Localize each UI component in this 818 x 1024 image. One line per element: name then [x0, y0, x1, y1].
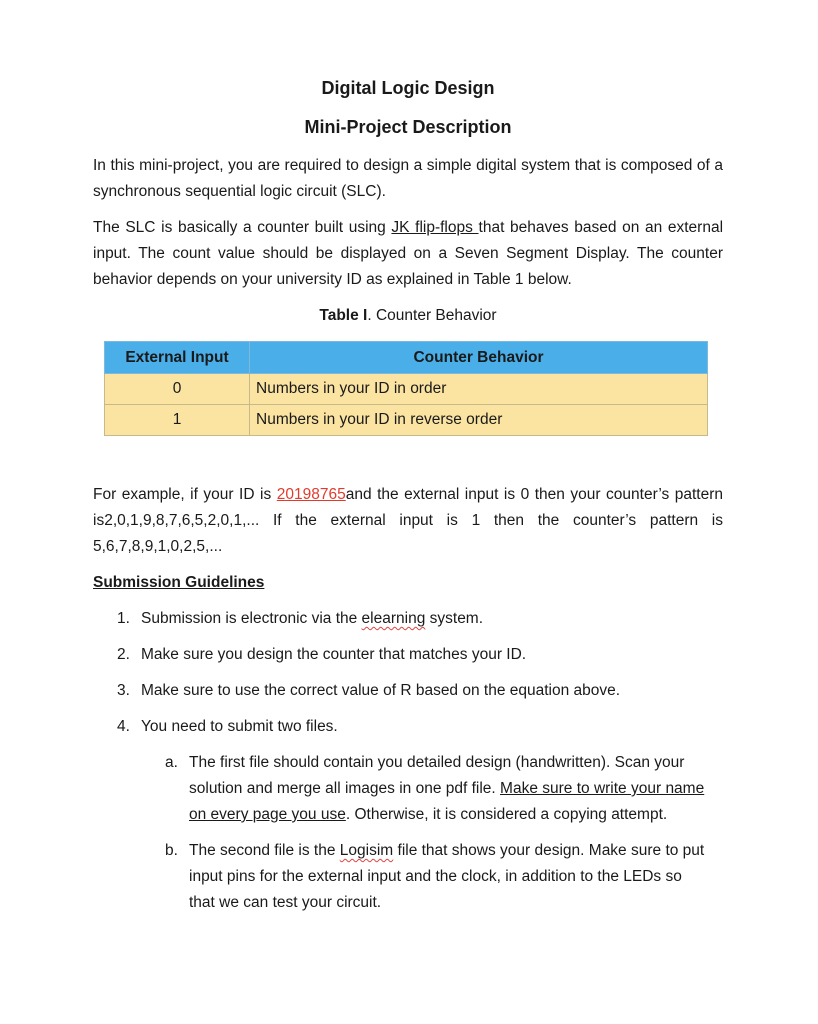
- list-item: [117, 678, 723, 704]
- item-number: 4.: [117, 718, 130, 735]
- sub-item-text: [189, 838, 705, 916]
- row-behavior: Numbers in your ID in order: [250, 374, 708, 405]
- header-counter-behavior: Counter Behavior: [250, 342, 708, 374]
- intro-paragraph: In this mini-project, you are required to design a simple digital system that is composed of a synchronous sequential logic circuit (SLC).: [93, 157, 723, 200]
- list-item: [165, 838, 705, 916]
- sub-item-letter: b.: [165, 842, 178, 859]
- slc-text-before: The SLC is basically a counter built using: [93, 219, 392, 236]
- guidelines-list: [93, 606, 723, 740]
- item-text: You need to submit two files.: [141, 718, 338, 735]
- elearning-word: elearning: [361, 610, 426, 627]
- example-text-after: and the external input is 0 then your counter’s pattern is2,0,1,9,8,7,6,5,2,0,1,... If the external input is 1 then the counter’s pattern is 5,6,7,8,9,1,0,2,5,...: [93, 486, 724, 555]
- sub-item-text: [189, 750, 705, 828]
- example-id: 20198765: [276, 486, 346, 503]
- sub-item-letter: a.: [165, 754, 178, 771]
- item-text: Make sure to use the correct value of R based on the equation above.: [141, 682, 621, 699]
- suba-before: The first file should contain you detailed design (handwritten). Scan your solution and merge all images in one pdf file.: [189, 754, 685, 797]
- table-caption: [93, 305, 723, 327]
- suba-after: . Otherwise, it is considered a copying attempt.: [345, 806, 668, 823]
- submission-guidelines-heading: Submission Guidelines: [93, 574, 265, 591]
- item-text: Make sure you design the counter that matches your ID.: [141, 646, 527, 663]
- subb-after: file that shows your design. Make sure to put input pins for the external input and the clock, in addition to the LEDs so that we can test your circuit.: [189, 842, 705, 911]
- slc-paragraph: [93, 215, 723, 293]
- item-number: 3.: [117, 682, 130, 699]
- document-title: Digital Logic Design: [321, 78, 495, 98]
- counter-behavior-table: [104, 341, 708, 436]
- row-input: 1: [105, 405, 250, 436]
- table-row: [105, 405, 708, 436]
- table-caption-text: . Counter Behavior: [367, 307, 497, 324]
- list-item: [117, 606, 723, 632]
- list-item: [117, 714, 723, 740]
- table-header-row: [105, 342, 708, 374]
- item1-after: system.: [425, 610, 484, 627]
- item-number: 1.: [117, 610, 130, 627]
- example-paragraph: [93, 482, 723, 560]
- row-input: 0: [105, 374, 250, 405]
- example-text-before: For example, if your ID is: [93, 486, 277, 503]
- jk-flipflops-link: JK flip-flops: [391, 219, 479, 236]
- item-text: [141, 606, 483, 632]
- sub-list: [93, 750, 723, 916]
- item-number: 2.: [117, 646, 130, 663]
- subb-before: The second file is the: [189, 842, 340, 859]
- list-item: [165, 750, 705, 828]
- table-caption-label: Table I: [319, 307, 368, 324]
- header-external-input: External Input: [105, 342, 250, 374]
- document-page: [93, 72, 723, 916]
- list-item: [117, 642, 723, 668]
- table-row: [105, 374, 708, 405]
- slc-text-after: that behaves based on an external input. The count value should be displayed on a Seven Segment Display. The counter behavior depends on your university ID as explained in Table 1 below.: [93, 219, 724, 288]
- write-name-note: Make sure to write your name on every page you use: [189, 780, 705, 823]
- row-behavior: Numbers in your ID in reverse order: [250, 405, 708, 436]
- item1-before: Submission is electronic via the: [141, 610, 362, 627]
- document-subtitle: Mini-Project Description: [304, 117, 512, 137]
- logisim-word: Logisim: [339, 842, 394, 859]
